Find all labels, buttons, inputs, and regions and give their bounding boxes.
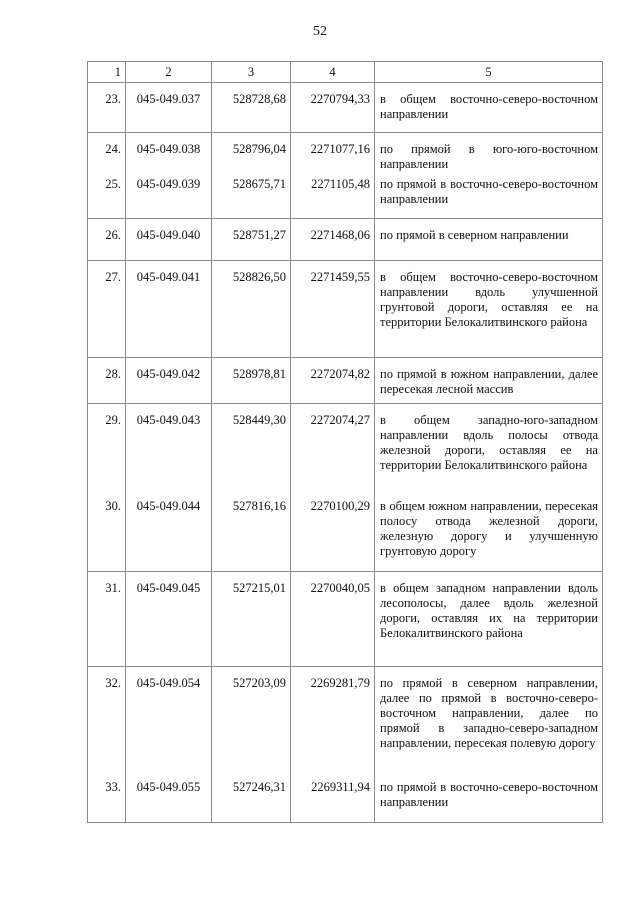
table-row bbox=[88, 496, 603, 572]
direction-description: в общем восточно-северо-восточном направлении bbox=[380, 92, 598, 121]
coordinate-y: 2271459,55 bbox=[310, 270, 370, 284]
table-row bbox=[88, 83, 603, 133]
coordinate-x: 528978,81 bbox=[232, 367, 286, 381]
direction-description: по прямой в северном направлении bbox=[380, 228, 569, 242]
row-number: 33. bbox=[105, 779, 121, 794]
table-row bbox=[88, 572, 603, 667]
row-number: 26. bbox=[105, 228, 121, 242]
header-col-3: 3 bbox=[212, 62, 291, 83]
direction-description: по прямой в южном направлении, далее пересекая лесной массив bbox=[380, 367, 598, 396]
table-row bbox=[88, 404, 603, 496]
row-number: 25. bbox=[105, 176, 121, 191]
table-row bbox=[88, 219, 603, 261]
table-header bbox=[88, 62, 603, 83]
coordinate-y: 2271105,48 bbox=[311, 176, 370, 191]
direction-description: по прямой в северном направлении, далее по прямой в восточно-северо-восточном направлении, далее по прямой в западно-северо-западном направлении, пересекая полевую дорогу bbox=[380, 676, 598, 750]
coordinate-y: 2271468,06 bbox=[310, 228, 370, 242]
direction-description: в общем западном направлении вдоль лесополосы, далее вдоль железной дороги, оставляя их на территории Белокалитвинского района bbox=[380, 581, 598, 640]
point-code: 045-049.043 bbox=[136, 413, 201, 427]
row-number: 30. bbox=[105, 498, 121, 513]
header-col-4: 4 bbox=[291, 62, 375, 83]
row-number: 32. bbox=[105, 676, 121, 690]
coordinate-y: 2272074,82 bbox=[310, 367, 370, 381]
coordinate-x: 527203,09 bbox=[232, 676, 286, 690]
coordinate-x: 527215,01 bbox=[232, 581, 286, 595]
point-code: 045-049.045 bbox=[136, 581, 201, 595]
point-code: 045-049.040 bbox=[136, 228, 201, 242]
boundary-points-table bbox=[87, 61, 603, 823]
direction-description: в общем восточно-северо-восточном направлении вдоль улучшенной грунтовой дороги, оставляя ее на территории Белокалитвинского района bbox=[380, 270, 598, 329]
coordinate-x: 528796,04 bbox=[232, 142, 286, 156]
point-code: 045-049.037 bbox=[136, 92, 201, 106]
table-row bbox=[88, 133, 603, 173]
direction-description: по прямой в юго-юго-восточном направлении bbox=[380, 142, 598, 171]
row-number: 31. bbox=[105, 581, 121, 595]
table-body bbox=[88, 83, 603, 823]
coordinate-x: 527816,16 bbox=[232, 498, 286, 513]
coordinate-x: 528728,68 bbox=[232, 92, 286, 106]
header-row bbox=[88, 62, 603, 83]
point-code: 045-049.044 bbox=[136, 498, 201, 513]
coordinate-x: 527246,31 bbox=[232, 779, 286, 794]
point-code: 045-049.042 bbox=[136, 367, 201, 381]
header-col-2: 2 bbox=[126, 62, 212, 83]
row-number: 24. bbox=[105, 142, 121, 156]
coordinate-x: 528449,30 bbox=[232, 413, 286, 427]
table-row bbox=[88, 173, 603, 219]
point-code: 045-049.055 bbox=[136, 779, 201, 794]
coordinate-y: 2270100,29 bbox=[310, 498, 370, 513]
coordinate-x: 528826,50 bbox=[232, 270, 286, 284]
row-number: 23. bbox=[105, 92, 121, 106]
header-col-5: 5 bbox=[375, 62, 603, 83]
coordinate-x: 528675,71 bbox=[232, 176, 286, 191]
row-number: 27. bbox=[105, 270, 121, 284]
coordinate-x: 528751,27 bbox=[232, 228, 286, 242]
direction-description: по прямой в восточно-северо-восточном направлении bbox=[380, 779, 598, 809]
coordinate-y: 2272074,27 bbox=[310, 413, 370, 427]
direction-description: в общем южном направлении, пересекая полосу отвода железной дороги, железную дорогу и улучшенную грунтовую дорогу bbox=[380, 498, 598, 558]
coordinate-y: 2270794,33 bbox=[310, 92, 370, 106]
row-number: 28. bbox=[105, 367, 121, 381]
page-number: 52 bbox=[313, 24, 327, 39]
row-number: 29. bbox=[105, 413, 121, 427]
header-col-1: 1 bbox=[88, 62, 126, 83]
coordinate-y: 2269311,94 bbox=[311, 779, 370, 794]
coordinate-y: 2270040,05 bbox=[310, 581, 370, 595]
point-code: 045-049.039 bbox=[136, 176, 201, 191]
coordinate-y: 2271077,16 bbox=[310, 142, 370, 156]
point-code: 045-049.038 bbox=[136, 142, 201, 156]
table-row bbox=[88, 777, 603, 823]
direction-description: в общем западно-юго-западном направлении вдоль полосы отвода железной дороги, оставляя ее на территории Белокалитвинского района bbox=[380, 413, 598, 472]
table-row bbox=[88, 667, 603, 777]
coordinate-y: 2269281,79 bbox=[310, 676, 370, 690]
table-row bbox=[88, 261, 603, 358]
table-row bbox=[88, 358, 603, 404]
direction-description: по прямой в восточно-северо-восточном направлении bbox=[380, 176, 598, 206]
point-code: 045-049.041 bbox=[136, 270, 201, 284]
point-code: 045-049.054 bbox=[136, 676, 201, 690]
